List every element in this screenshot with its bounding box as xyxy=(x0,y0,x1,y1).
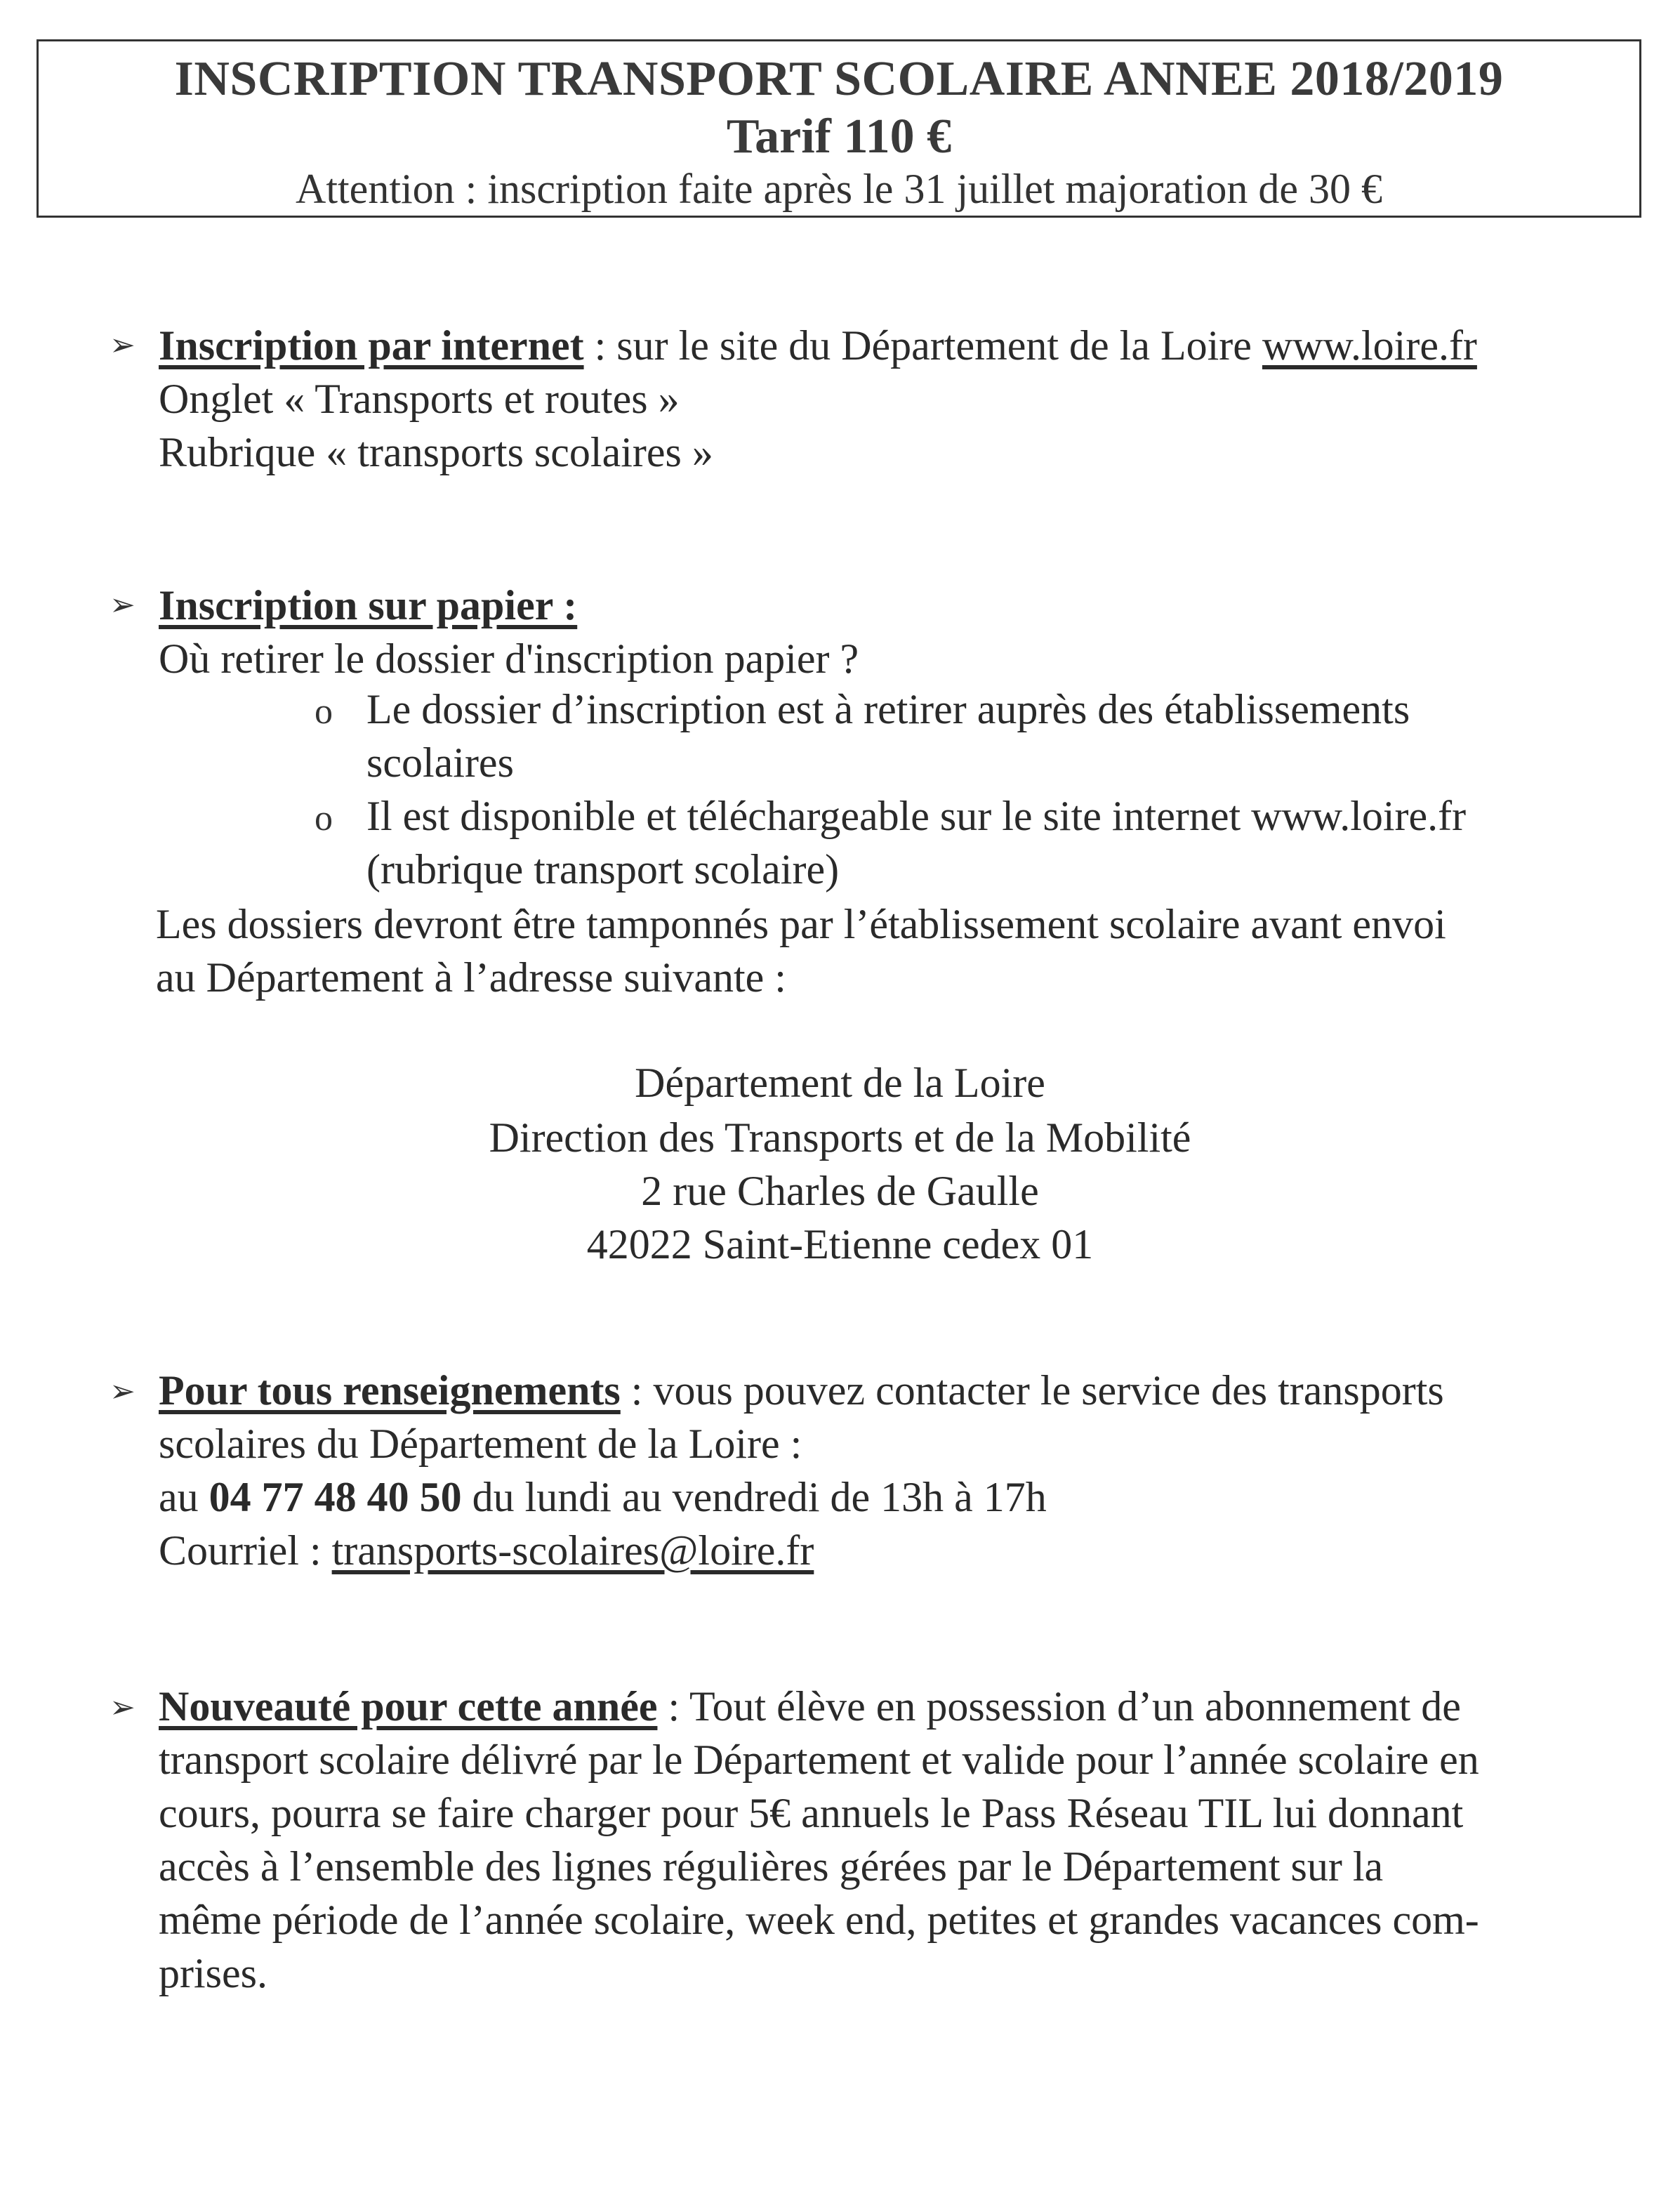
papier-question: Où retirer le dossier d'inscription papier ? xyxy=(159,635,859,682)
papier-heading: Inscription sur papier : xyxy=(159,582,578,628)
address-line-2: Direction des Transports et de la Mobilité xyxy=(489,1114,1191,1161)
papier-note-line1: Les dossiers devront être tamponnés par l’établissement scolaire avant envoi xyxy=(156,901,1446,947)
email-prefix: Courriel : xyxy=(159,1527,332,1574)
renseignements-line-1 xyxy=(159,1367,1444,1414)
renseignements-heading: Pour tous renseignements xyxy=(159,1367,621,1414)
arrow-bullet-icon: ➢ xyxy=(110,1690,135,1725)
circle-bullet-icon: o xyxy=(315,798,333,838)
nouveaute-line-5: même période de l’année scolaire, week end, petites et grandes vacances com- xyxy=(159,1897,1479,1943)
nouveaute-text: : Tout élève en possession d’un abonnement de xyxy=(657,1683,1461,1730)
address-line-4: 42022 Saint-Etienne cedex 01 xyxy=(586,1221,1094,1267)
internet-line-1 xyxy=(159,324,1477,367)
page-title: INSCRIPTION TRANSPORT SCOLAIRE ANNEE 2018/2019 xyxy=(174,52,1504,106)
papier-note-line2: au Département à l’adresse suivante : xyxy=(156,954,786,1001)
nouveaute-line-6: prises. xyxy=(159,1950,267,1996)
email-link[interactable]: transports-scolaires@loire.fr xyxy=(331,1527,814,1574)
papier-item2-line2: (rubrique transport scolaire) xyxy=(366,846,840,892)
nouveaute-line-1 xyxy=(159,1683,1461,1730)
internet-line-3: Rubrique « transports scolaires » xyxy=(159,429,713,475)
renseignements-phone-line xyxy=(159,1476,1047,1518)
arrow-bullet-icon: ➢ xyxy=(110,588,135,622)
internet-line-2: Onglet « Transports et routes » xyxy=(159,376,680,422)
nouveaute-line-2: transport scolaire délivré par le Département et valide pour l’année scolaire en xyxy=(159,1737,1479,1783)
tarif: Tarif 110 € xyxy=(726,110,952,164)
papier-item1-line1: Le dossier d’inscription est à retirer auprès des établissements xyxy=(366,686,1410,732)
arrow-bullet-icon: ➢ xyxy=(110,1374,135,1409)
nouveaute-heading: Nouveauté pour cette année xyxy=(159,1683,658,1730)
arrow-bullet-icon: ➢ xyxy=(110,328,135,362)
renseignements-line-2: scolaires du Département de la Loire : xyxy=(159,1421,802,1467)
phone-number[interactable]: 04 77 48 40 50 xyxy=(209,1474,462,1520)
nouveaute-line-4: accès à l’ensemble des lignes régulières gérées par le Département sur la xyxy=(159,1843,1384,1890)
papier-item1-line2: scolaires xyxy=(366,739,514,786)
renseignements-email-line xyxy=(159,1529,814,1572)
phone-hours: du lundi au vendredi de 13h à 17h xyxy=(461,1474,1047,1520)
address-line-3: 2 rue Charles de Gaulle xyxy=(641,1168,1039,1214)
header-box xyxy=(37,39,1641,218)
address-line-1: Département de la Loire xyxy=(635,1060,1045,1106)
renseignements-text: : vous pouvez contacter le service des transports xyxy=(620,1367,1444,1414)
late-fee-warning: Attention : inscription faite après le 31 juillet majoration de 30 € xyxy=(296,166,1382,212)
internet-heading: Inscription par internet xyxy=(159,322,584,369)
loire-website-link[interactable]: www.loire.fr xyxy=(1262,322,1477,369)
nouveaute-line-3: cours, pourra se faire charger pour 5€ annuels le Pass Réseau TIL lui donnant xyxy=(159,1790,1464,1836)
circle-bullet-icon: o xyxy=(315,692,333,732)
phone-prefix: au xyxy=(159,1474,209,1520)
papier-item2-line1: Il est disponible et téléchargeable sur le site internet www.loire.fr xyxy=(366,793,1467,839)
internet-text: : sur le site du Département de la Loire xyxy=(583,322,1262,369)
